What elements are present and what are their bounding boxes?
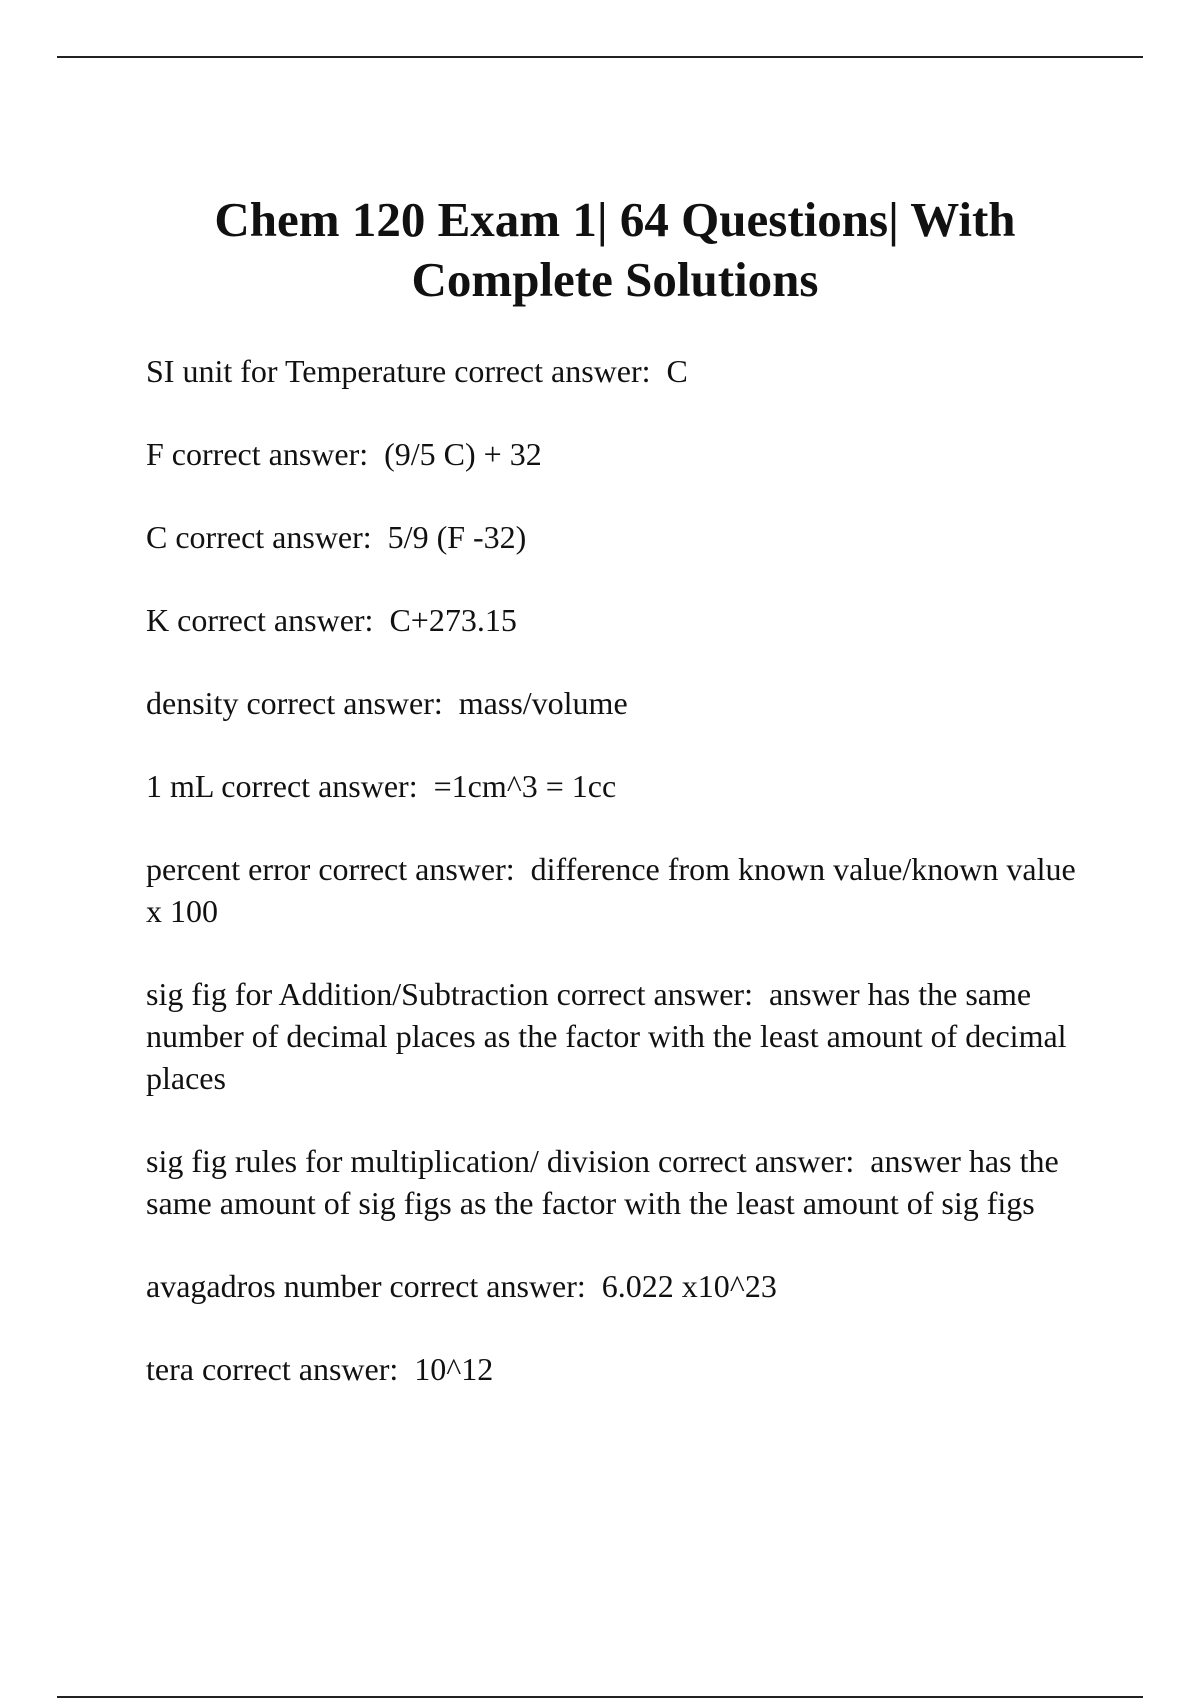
qa-item: percent error correct answer: difference from known value/known value x 100: [146, 851, 1084, 929]
qa-item: K correct answer: C+273.15: [146, 602, 517, 638]
qa-list: [146, 350, 1086, 1431]
qa-item: avagadros number correct answer: 6.022 x10^23: [146, 1268, 777, 1304]
qa-item: SI unit for Temperature correct answer: C: [146, 353, 688, 389]
header-rule: [57, 56, 1143, 58]
footer-rule: [57, 1696, 1143, 1698]
document-title: Chem 120 Exam 1| 64 Questions| With Complete Solutions: [214, 192, 1016, 307]
qa-item: C correct answer: 5/9 (F -32): [146, 519, 527, 555]
qa-item: 1 mL correct answer: =1cm^3 = 1cc: [146, 768, 617, 804]
qa-item: density correct answer: mass/volume: [146, 685, 628, 721]
qa-item: tera correct answer: 10^12: [146, 1351, 494, 1387]
qa-item: F correct answer: (9/5 C) + 32: [146, 436, 542, 472]
qa-item: sig fig rules for multiplication/ division correct answer: answer has the same amount of sig figs as the factor with the least amount of sig figs: [146, 1143, 1067, 1221]
qa-item: sig fig for Addition/Subtraction correct answer: answer has the same number of decimal places as the factor with the least amount of decimal places: [146, 976, 1075, 1096]
